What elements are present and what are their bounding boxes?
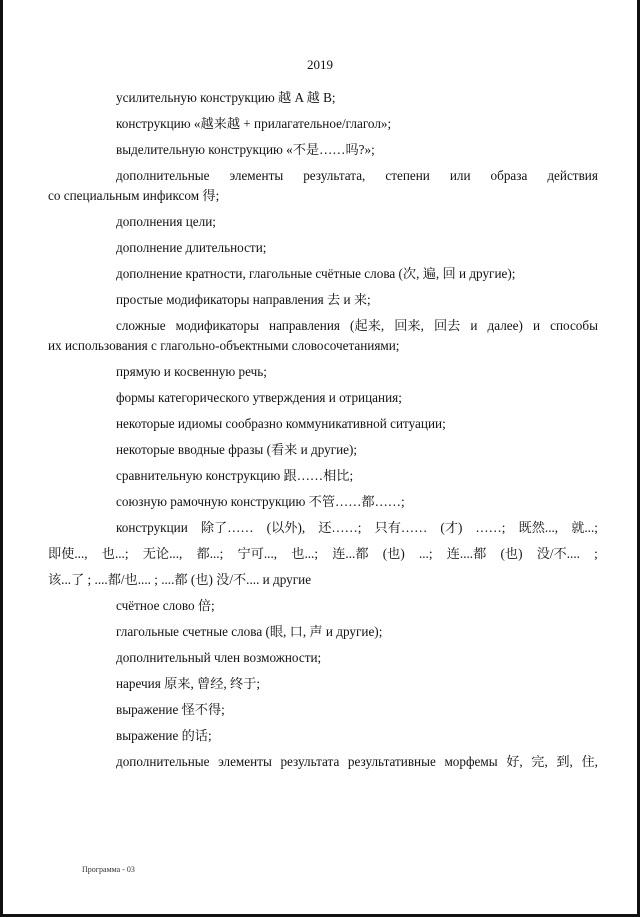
scan-edge-left [0,0,3,917]
page-year: 2019 [307,57,333,72]
list-item-justified [78,316,598,336]
word: дополнительные [116,754,210,769]
list-item: некоторые вводные фразы (看来 и другие); [116,442,358,457]
word: ; [594,546,598,561]
word: результата, [303,168,366,183]
word: далее) [487,318,523,333]
word: элементы [229,168,284,183]
word: дополнительные [116,168,210,183]
word: (也) [382,546,405,561]
list-item-justified [78,166,598,186]
list-item: некоторые идиомы сообразно коммуникативной ситуации; [116,416,446,431]
word: и [470,318,478,333]
word: 回来, [394,318,424,333]
word: и [532,318,541,333]
word: 也...; [101,546,129,561]
list-item: дополнение кратности, глагольные счётные слова (次, 遍, 回 и другие); [116,266,516,281]
word: 只有…… [374,520,428,535]
list-item-continuation: 该...了 ; ....都/也.... ; ....都 (也) 没/不.... и другие [48,572,312,587]
list-item: счётное слово 倍; [116,598,215,613]
list-item: наречия 原来, 曾经, 终于; [116,676,261,691]
word: 没/不.... [536,546,580,561]
list-item: глагольные счетные слова (眼, 口, 声 и другие); [116,624,383,639]
list-item: сравнительную конструкцию 跟……相比; [116,468,354,483]
list-item: выражение 的话; [116,728,212,743]
word: ……; [475,520,506,535]
list-item-continuation: со специальным инфиксом 得; [48,188,220,203]
word: 除了…… [200,520,254,535]
list-item-justified [48,544,598,564]
document-body [48,88,598,772]
word: (才) [440,520,463,535]
word: способы [550,318,598,333]
word: 到, [556,754,573,769]
word: 无论..., [142,546,183,561]
list-item: выделительную конструкцию «不是……吗?»; [116,142,375,157]
word: степени [385,168,430,183]
word: 宁可..., [237,546,278,561]
list-item: конструкцию «越来越 + прилагательное/глагол»; [116,116,392,131]
list-item: дополнительный член возможности; [116,650,322,665]
word: 好, [506,754,523,769]
list-item-justified [78,518,598,538]
word: модификаторы [175,318,259,333]
word: конструкции [116,520,188,535]
word: 连...都 [332,546,369,561]
word: элементы [218,754,272,769]
list-item-justified [78,752,598,772]
word: направления [269,318,340,333]
word: или [449,168,471,183]
word: (以外), [266,520,306,535]
list-item: усилительную конструкцию 越 A 越 B; [116,90,336,105]
page-footer: Программа - 03 [82,865,135,874]
list-item: выражение 怪不得; [116,702,225,717]
word: результата [280,754,340,769]
word: сложные [116,318,166,333]
word: действия [547,168,598,183]
word: (也) [500,546,523,561]
word: 也...; [291,546,319,561]
word: 完, [531,754,548,769]
word: результативные [347,754,436,769]
word: образа [490,168,528,183]
list-item: формы категорического утверждения и отрицания; [116,390,402,405]
word: 既然..., [518,520,559,535]
list-item: прямую и косвенную речь; [116,364,267,379]
word: 都...; [196,546,224,561]
word: 连....都 [446,546,487,561]
word: 住, [581,754,598,769]
word: ...; [418,546,433,561]
list-item-continuation: их использования с глагольно-объектными словосочетаниями; [48,338,400,353]
list-item: союзную рамочную конструкцию 不管……都……; [116,494,405,509]
list-item: простые модификаторы направления 去 и 来; [116,292,371,307]
word: 即使..., [48,546,88,561]
word: морфемы [444,754,498,769]
list-item: дополнения цели; [116,214,216,229]
word: 还……; [318,520,362,535]
word: (起来, [350,318,385,333]
word: 就...; [571,520,598,535]
word: 回去 [433,318,461,333]
list-item: дополнение длительности; [116,240,267,255]
